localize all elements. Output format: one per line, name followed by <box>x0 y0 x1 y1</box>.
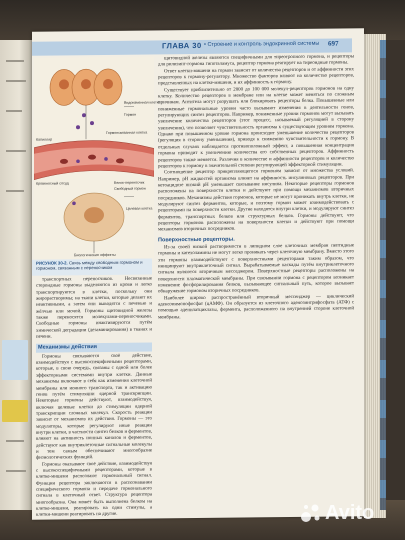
left-page-text-line <box>6 150 26 152</box>
left-page-text-line <box>6 110 22 112</box>
label-target-cell: Видоизменная клетка <box>124 100 161 105</box>
section-heading: Механизмы действия <box>36 343 152 353</box>
left-page-yellow-box <box>2 400 28 422</box>
label-carrier: Белок-переносчик <box>114 180 145 185</box>
label-hormone: Гормон <box>124 112 137 117</box>
left-page-text-line <box>6 440 24 442</box>
hormone-diagram <box>34 56 154 259</box>
label-hormone-cell: Гормонсвязанная клетка <box>106 130 148 135</box>
page-number: 697 <box>328 39 339 48</box>
chapter-edge-tabs <box>380 40 386 510</box>
paragraph: Наиболее широко распространённый вторичный мессенджер — циклический аденозинмонофосфат (цАМФ). Он образуется из клеточного аденозинтрифосфата (АТФ) с помощью аденилатциклазы, фермента, расположенного на внутренней стороне клеточной мембраны. <box>158 294 354 321</box>
left-page-text-line <box>6 470 26 472</box>
running-header <box>32 38 352 55</box>
avito-logo-icon <box>300 502 322 524</box>
paragraph: Гормоны связываются своё действие, взаимодействуя с высокоспецифичными рецепторами, которые, в свою очередь, связаны с одной или более эффекторными системами внутри клетки. Данные механизмы включают в себя как изменения клеточной мембраны или ионного транспорта, так и активацию генов путём стимуляции ядерной транскрипции. Некоторые гормоны действуют, взаимодействуя, включая целевые клетки до стимуляции ядерной транскрипции сложных молекул. Скорость реакции зависит от механизмов их действия. Гормоны — это модуляторы, которые регулируют иные реакции внутри клетки, в частности синтез белков и ферментов, влияют на активность ионных каналов и ферментов, действуют как внутриклеточные сигнальные молекулы и тем самым обеспечивают многообразие физиологических функций. <box>36 353 152 461</box>
paragraph: Соотношение рецептор прикрепляющегося гормоном зависит от множества условий. Например, pH жидкостей организма влияет на аффинность инсулиновых рецепторов. При кетоацидозе низкий pH уменьшает связывание инсулина. Некоторые рецепторы гормонов расположены на поверхности клетки и действуют при помощи механизмов вторичных посредников. Механизмы действия гормонов, которые не могут проникать внутрь клетки, не модулируют синтез ферментов, которые, и поэтому гормон может взаимодействовать с рецепторами на поверхности клетки. Другие находятся внутри клетки, и модулируют синтез ферментов, транспортных белков или структурных белков. Гормоны действуют, что рецепторы гормонов расположены на поверхности клетки и действуют при помощи механизмов вторичных посредников. <box>158 168 354 233</box>
figure-illustration <box>34 56 161 259</box>
paragraph: щитовидной железы являются специфичными для тиреотропного гормона, и рецепторы для рилизинг-гормона гипоталамуса, рецептор гормона реагирует на тиреоидные гормоны. <box>158 54 354 68</box>
left-page-blue-box <box>2 340 28 380</box>
watermark-brand: Avito <box>325 501 375 524</box>
figure-caption <box>36 259 152 271</box>
left-page-edge <box>0 40 32 510</box>
book-page <box>32 28 364 519</box>
label-capillary: Капилляр <box>36 137 53 142</box>
chapter-title: • Строение и контроль эндокринной системы <box>204 40 320 48</box>
paragraph: Существует приблизительно от 2000 до 100 000 молекул-рецепторов гормонов на одну клетку. Количество рецепторов в мембране или на клетке может меняться по сложным причинам. Антитела могут разрушать или блокировать рецепторы белка. Повышенные или пониженные гормональные уровни часто вызывают изменения в деятельности генов, регулирующих синтез рецепторов. Например, пониженные уровни гормонов могут вызывать увеличение количества рецепторов (этот процесс, называемый регуляцией в сторону увеличения), что позволяет чувствительность организма к существующим уровням гормона. Однако при повышенном уровне гормона происходит уменьшение количества рецепторов (регуляция в сторону уменьшения), приводя к снижению чувствительности к гормону. В отдельных случаях наблюдается противоположный эффект, а повышенная концентрация гормона приводит к увеличению количества его собственных рецепторов. Аффинность рецепторов также меняется. Различия в количестве и аффинности рецепторов и количество рецепторов к гормону в значительной степени регулирующей эффекторной стимуляции. <box>158 86 354 170</box>
label-effects: Биологические эффекты <box>74 252 116 258</box>
paragraph: Ответ клетки-мишени на гормон зависит от количества рецепторов и от аффинности этих рецепторов к гормону-регулятору. Множество факторов влияют на количество рецепторов, представленных на клетке-мишени, и их аффинность к гормону. <box>158 67 354 87</box>
caption-text: Связь между свободным гормоном и гормоном, связанным с переносчиком <box>36 259 143 271</box>
label-blood-vessel: Кровеносный сосуд <box>36 181 69 186</box>
caption-label: РИСУНОК 30-2. <box>36 260 68 266</box>
label-free-hormone: Свободный гормон <box>114 186 146 191</box>
avito-watermark <box>300 500 374 526</box>
figure-caption-bar <box>32 258 152 275</box>
left-page-text-line <box>6 190 24 192</box>
chapter-number: ГЛАВА 30 <box>162 40 202 51</box>
left-page-text-line <box>6 80 26 82</box>
paragraph: Из-за своей низкой растворимости в липидном слое клеточных мембран пептидные гормоны и катехоламины не могут легко проникать через клеточную мембрану. Вместо этого эти гормоны взаимодействуют с поверхностными рецепторами таким образом, что инициируют внутриклеточный сигнал. Вырабатываемые каскады путём внутриклеточного сигнала являются вторичным месседжером. Поверхностные рецепторы расположены на поверхности плазматической мембраны. При связывании гормона с рецептором возникает изменение фосфорилирования белков, вызывающее сигнальный путь, которое вызывает обнаружение гормоном вторичных посредников. <box>158 243 354 295</box>
label-target: Целевая клетка <box>126 206 153 211</box>
paragraph: Гормоны оказывают своё действие, взаимодействуя с высокоспецифичными рецепторами, которые в клетке-мишени распознают гормональный сигнал. Функции рецептора заключаются в распознавании специфического гормона и передаче гормонального сигнала в клеточный ответ. Структура рецептора многообразна. Она может быть выполнена белком на клетке-мишени, реагировать на одни стимулы, а клетки-мишени реагировать на другие. <box>36 461 152 519</box>
paragraph: транспортных переносчиков. Несвязанные стероидные гормоны выделяются из крови и легко транспортируются в клетки, поскольку они жирорастворимы; на ткани клетки, которые делают их неактивными, а затем они выводятся с печенью и жёлчью или мочой. Гормоны щитовидной железы также переносятся молекулами-переносчиками. Свободные гормоны инактивируются путём химической деградации (дезаминирования) в тканях и печени. <box>36 276 152 340</box>
right-text-column <box>158 54 354 321</box>
left-page-text-line <box>6 60 24 62</box>
section-heading: Поверхностные рецепторы. <box>158 236 235 244</box>
left-text-column <box>36 276 152 519</box>
